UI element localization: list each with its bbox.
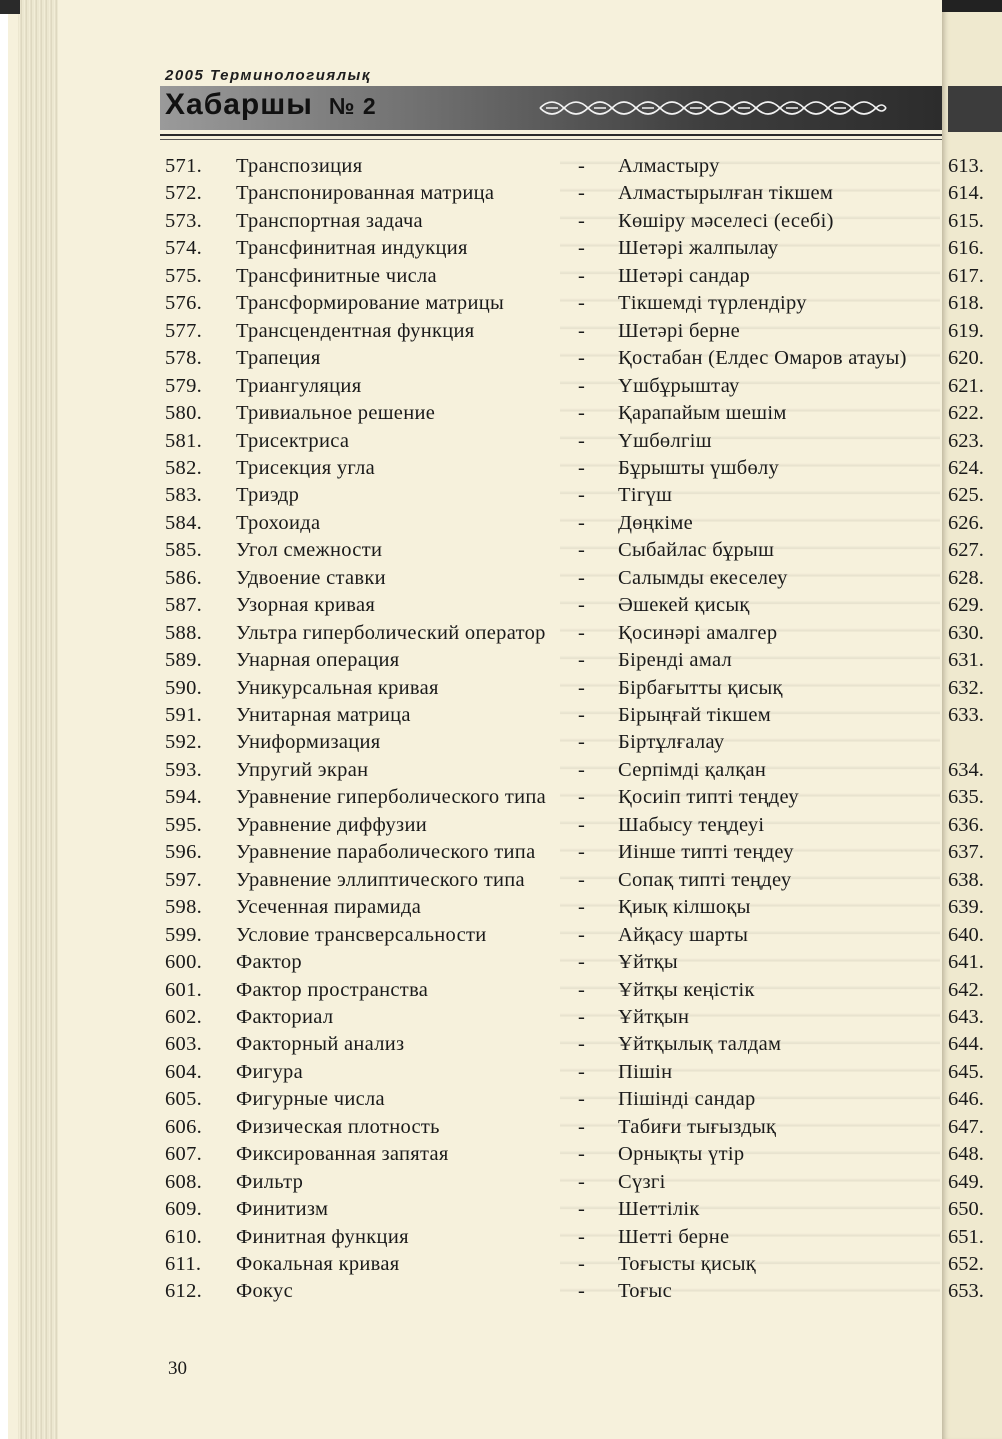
kazakh-term: Пішін (618, 1060, 673, 1083)
term-entry (0, 1280, 940, 1307)
kazakh-term: Шетті берне (618, 1225, 730, 1248)
margin-number: 644. (948, 1033, 984, 1056)
entry-number: 599. (165, 923, 203, 946)
entry-number: 605. (165, 1088, 203, 1111)
term-entry (0, 1033, 940, 1060)
kazakh-term: Ұйтқылық талдам (618, 1033, 782, 1056)
entry-dash: - (578, 264, 586, 287)
kazakh-term: Сүзгі (618, 1170, 666, 1193)
kazakh-term: Серпімді қалқан (618, 758, 767, 781)
entry-dash: - (578, 511, 586, 534)
entry-dash: - (578, 786, 586, 809)
kazakh-term: Қосинәрі амалгер (618, 621, 778, 644)
kazakh-term: Сыбайлас бұрыш (618, 539, 775, 562)
term-entry (0, 869, 940, 896)
margin-number: 650. (948, 1198, 984, 1221)
entry-dash: - (578, 1280, 586, 1303)
term-entry (0, 484, 940, 511)
russian-term: Транспозиция (236, 155, 363, 177)
kazakh-term: Әшекей қисық (618, 594, 750, 617)
entry-dash: - (578, 896, 586, 919)
russian-term: Фигурные числа (236, 1088, 385, 1111)
entry-number: 580. (165, 402, 203, 425)
russian-term: Трохоида (236, 511, 321, 534)
entry-dash: - (578, 649, 586, 672)
entry-dash: - (578, 155, 586, 177)
term-entry (0, 1198, 940, 1225)
entry-number: 582. (165, 456, 203, 479)
entry-number: 610. (165, 1225, 203, 1248)
spine-bar (0, 0, 20, 14)
entry-number: 575. (165, 264, 203, 287)
entry-dash: - (578, 1088, 586, 1111)
term-entry (0, 1253, 940, 1280)
term-entry (0, 649, 940, 676)
entry-number: 600. (165, 951, 203, 974)
term-entry (0, 841, 940, 868)
term-entry (0, 786, 940, 813)
issue-number: № 2 (328, 93, 377, 119)
entry-dash: - (578, 1198, 586, 1221)
entry-number: 577. (165, 319, 203, 342)
header-year-line: 2005 Терминологиялық (165, 67, 371, 84)
entry-dash: - (578, 182, 586, 205)
term-entry (0, 924, 940, 951)
entry-number: 574. (165, 237, 203, 260)
russian-term: Фиксированная запятая (236, 1143, 449, 1166)
russian-term: Узорная кривая (236, 594, 376, 617)
russian-term: Угол смежности (236, 539, 383, 562)
margin-number: 643. (948, 1005, 984, 1028)
kazakh-term: Көшіру мәселесі (есебі) (618, 209, 834, 232)
kazakh-term: Дөңкіме (618, 511, 694, 534)
entry-number: 598. (165, 896, 203, 919)
entry-dash: - (578, 951, 586, 974)
margin-number: 651. (948, 1225, 984, 1248)
ornament-border-icon (538, 94, 888, 122)
russian-term: Транспонированная матрица (236, 182, 495, 205)
kazakh-term: Бірыңғай тікшем (618, 704, 772, 726)
term-entry (0, 1088, 940, 1115)
russian-term: Фильтр (236, 1170, 304, 1193)
journal-title: Хабаршы (165, 88, 313, 121)
entry-dash: - (578, 319, 586, 342)
entry-dash: - (578, 758, 586, 781)
entry-dash: - (578, 237, 586, 260)
russian-term: Усеченная пирамида (236, 896, 422, 919)
entry-number: 586. (165, 566, 203, 589)
term-entry (0, 430, 940, 457)
russian-term: Триэдр (236, 484, 300, 507)
russian-term: Факториал (236, 1005, 334, 1028)
entry-dash: - (578, 621, 586, 644)
entry-number: 609. (165, 1198, 203, 1221)
entry-dash: - (578, 292, 586, 315)
margin-number: 625. (948, 484, 984, 507)
margin-number: 614. (948, 182, 984, 205)
entry-number: 581. (165, 429, 203, 452)
margin-number: 619. (948, 319, 984, 342)
russian-term: Удвоение ставки (236, 566, 386, 589)
russian-term: Трансформирование матрицы (236, 292, 505, 315)
term-entry (0, 182, 940, 209)
kazakh-term: Орнықты үтір (618, 1143, 745, 1166)
entry-dash: - (578, 374, 586, 397)
russian-term: Тривиальное решение (236, 402, 436, 425)
russian-term: Условие трансверсальности (236, 923, 487, 946)
kazakh-term: Тікшемді түрлендіру (618, 292, 807, 315)
entry-dash: - (578, 978, 586, 1001)
kazakh-term: Шетәрі берне (618, 319, 741, 342)
term-entry (0, 814, 940, 841)
entry-dash: - (578, 209, 586, 232)
entry-number: 590. (165, 676, 203, 699)
kazakh-term: Бірбағытты қисық (618, 676, 783, 699)
margin-number: 628. (948, 566, 984, 589)
term-entry (0, 292, 940, 319)
kazakh-term: Сопақ типті теңдеу (618, 868, 792, 891)
entry-dash: - (578, 1115, 586, 1138)
kazakh-term: Үшбұрыштау (618, 374, 740, 397)
margin-number: 627. (948, 539, 984, 562)
russian-term: Уравнение диффузии (236, 813, 428, 836)
russian-term: Униформизация (236, 731, 381, 754)
entry-number: 592. (165, 731, 203, 754)
margin-number: 640. (948, 923, 984, 946)
kazakh-term: Біртұлғалау (618, 731, 725, 754)
kazakh-term: Ұйтқы кеңістік (618, 978, 755, 1001)
margin-number: 632. (948, 676, 984, 699)
term-entry (0, 1226, 940, 1253)
entry-dash: - (578, 1253, 586, 1275)
russian-term: Фигура (236, 1060, 303, 1083)
kazakh-term: Иінше типті теңдеу (618, 841, 794, 864)
term-entry (0, 347, 940, 374)
kazakh-term: Тігүш (618, 484, 673, 507)
margin-number: 620. (948, 347, 984, 370)
margin-number: 634. (948, 758, 984, 781)
entry-number: 595. (165, 813, 203, 836)
margin-number: 617. (948, 264, 984, 287)
kazakh-term: Пішінді сандар (618, 1088, 756, 1111)
entry-number: 597. (165, 868, 203, 891)
kazakh-term: Қарапайым шешім (618, 402, 787, 425)
margin-number: 646. (948, 1088, 984, 1111)
term-entry (0, 210, 940, 237)
kazakh-term: Бұрышты үшбөлу (618, 456, 780, 479)
entry-dash: - (578, 1225, 586, 1248)
entry-dash: - (578, 731, 586, 754)
term-entry (0, 1116, 940, 1143)
entry-number: 604. (165, 1060, 203, 1083)
margin-number: 649. (948, 1170, 984, 1193)
entry-dash: - (578, 429, 586, 452)
kazakh-term: Қиық кілшоқы (618, 896, 751, 919)
entry-number: 583. (165, 484, 203, 507)
entry-number: 588. (165, 621, 203, 644)
russian-term: Факторный анализ (236, 1033, 405, 1056)
russian-term: Трансфинитные числа (236, 264, 437, 287)
entry-number: 572. (165, 182, 203, 205)
term-entry (0, 1061, 940, 1088)
russian-term: Уравнение параболического типа (236, 841, 536, 864)
entry-number: 601. (165, 978, 203, 1001)
margin-number: 626. (948, 511, 984, 534)
margin-number: 648. (948, 1143, 984, 1166)
entry-number: 612. (165, 1280, 203, 1303)
russian-term: Трапеция (236, 347, 321, 370)
kazakh-term: Алмастыру (618, 155, 720, 177)
term-entry (0, 1006, 940, 1033)
entry-dash: - (578, 402, 586, 425)
entry-dash: - (578, 594, 586, 617)
russian-term: Финитная функция (236, 1225, 409, 1248)
term-entry (0, 951, 940, 978)
margin-number: 622. (948, 402, 984, 425)
kazakh-term: Салымды екеселеу (618, 566, 788, 589)
margin-number: 616. (948, 237, 984, 260)
margin-number: 652. (948, 1253, 984, 1275)
margin-number: 618. (948, 292, 984, 315)
kazakh-term: Тоғыс (618, 1280, 673, 1303)
russian-term: Финитизм (236, 1198, 329, 1221)
term-entry (0, 677, 940, 704)
entry-number: 603. (165, 1033, 203, 1056)
russian-term: Трисекция угла (236, 456, 376, 479)
entry-dash: - (578, 566, 586, 589)
entry-number: 611. (165, 1253, 202, 1275)
entry-number: 584. (165, 511, 203, 534)
kazakh-term: Тоғысты қисық (618, 1253, 757, 1275)
header-rule-thin (160, 139, 942, 140)
russian-term: Унарная операция (236, 649, 400, 672)
entry-dash: - (578, 1060, 586, 1083)
entry-number: 589. (165, 649, 203, 672)
margin-number: 631. (948, 649, 984, 672)
entry-number: 591. (165, 704, 203, 726)
term-entry (0, 512, 940, 539)
kazakh-term: Ұйтқын (618, 1005, 690, 1028)
term-entry (0, 979, 940, 1006)
margin-number: 621. (948, 374, 984, 397)
entry-number: 606. (165, 1115, 203, 1138)
kazakh-term: Айқасу шарты (618, 923, 749, 946)
margin-number: 638. (948, 868, 984, 891)
entry-dash: - (578, 676, 586, 699)
russian-term: Трисектриса (236, 429, 350, 452)
russian-term: Унитарная матрица (236, 704, 411, 726)
term-entry (0, 622, 940, 649)
kazakh-term: Табиғи тығыздық (618, 1115, 777, 1138)
russian-term: Упругий экран (236, 758, 369, 781)
entry-number: 571. (165, 155, 203, 177)
kazakh-term: Ұйтқы (618, 951, 678, 974)
entry-number: 585. (165, 539, 203, 562)
page-number: 30 (168, 1358, 187, 1379)
entry-number: 602. (165, 1005, 203, 1028)
margin-number: 630. (948, 621, 984, 644)
russian-term: Уравнение гиперболического типа (236, 786, 547, 809)
margin-number: 635. (948, 786, 984, 809)
kazakh-term: Алмастырылған тікшем (618, 182, 834, 205)
kazakh-term: Шеттілік (618, 1198, 700, 1221)
russian-term: Транспортная задача (236, 209, 423, 232)
russian-term: Ультра гиперболический оператор (236, 621, 546, 644)
entry-number: 579. (165, 374, 203, 397)
term-entry (0, 402, 940, 429)
margin-number: 637. (948, 841, 984, 864)
russian-term: Фокальная кривая (236, 1253, 400, 1275)
term-entry (0, 155, 940, 182)
kazakh-term: Шабысу теңдеуі (618, 813, 765, 836)
russian-term: Фокус (236, 1280, 293, 1303)
kazakh-term: Шетәрі сандар (618, 264, 751, 287)
russian-term: Уникурсальная кривая (236, 676, 439, 699)
margin-number: 642. (948, 978, 984, 1001)
entry-dash: - (578, 813, 586, 836)
entry-number: 593. (165, 758, 203, 781)
kazakh-term: Қосиіп типті теңдеу (618, 786, 799, 809)
entry-dash: - (578, 347, 586, 370)
entry-dash: - (578, 841, 586, 864)
margin-number: 613. (948, 155, 984, 177)
header-rule (160, 134, 942, 136)
entry-dash: - (578, 1005, 586, 1028)
term-entry (0, 567, 940, 594)
russian-term: Фактор (236, 951, 302, 974)
entry-number: 573. (165, 209, 203, 232)
russian-term: Уравнение эллиптического типа (236, 868, 525, 891)
entry-dash: - (578, 1170, 586, 1193)
next-page-header-band (948, 86, 1002, 132)
margin-number: 647. (948, 1115, 984, 1138)
term-entry (0, 265, 940, 292)
margin-number: 653. (948, 1280, 984, 1303)
kazakh-term: Шетәрі жалпылау (618, 237, 779, 260)
entry-number: 607. (165, 1143, 203, 1166)
margin-number: 641. (948, 951, 984, 974)
margin-number: 633. (948, 704, 984, 726)
entry-number: 578. (165, 347, 203, 370)
term-entry (0, 539, 940, 566)
margin-number: 645. (948, 1060, 984, 1083)
term-entry (0, 237, 940, 264)
entry-dash: - (578, 539, 586, 562)
entry-dash: - (578, 1143, 586, 1166)
russian-term: Трансфинитная индукция (236, 237, 468, 260)
entry-dash: - (578, 456, 586, 479)
entry-number: 608. (165, 1170, 203, 1193)
margin-number: 636. (948, 813, 984, 836)
term-entry (0, 1171, 940, 1198)
margin-number: 639. (948, 896, 984, 919)
term-entry (0, 1143, 940, 1170)
margin-number: 629. (948, 594, 984, 617)
kazakh-term: Біренді амал (618, 649, 733, 672)
term-entry (0, 731, 940, 758)
term-entry (0, 320, 940, 347)
term-entry (0, 896, 940, 923)
entry-dash: - (578, 923, 586, 946)
term-entry (0, 457, 940, 484)
term-entry (0, 759, 940, 786)
margin-number: 623. (948, 429, 984, 452)
entry-number: 596. (165, 841, 203, 864)
kazakh-term: Қостабан (Елдес Омаров атауы) (618, 347, 907, 370)
entry-number: 576. (165, 292, 203, 315)
russian-term: Фактор пространства (236, 978, 429, 1001)
margin-number: 624. (948, 456, 984, 479)
entry-dash: - (578, 484, 586, 507)
entry-number: 587. (165, 594, 203, 617)
term-entry (0, 375, 940, 402)
term-entry (0, 704, 940, 731)
kazakh-term: Үшбөлгіш (618, 429, 712, 452)
entry-dash: - (578, 868, 586, 891)
russian-term: Физическая плотность (236, 1115, 440, 1138)
entry-dash: - (578, 1033, 586, 1056)
entry-number: 594. (165, 786, 203, 809)
term-entry (0, 594, 940, 621)
russian-term: Триангуляция (236, 374, 362, 397)
entry-dash: - (578, 704, 586, 726)
russian-term: Трансцендентная функция (236, 319, 475, 342)
header-title (165, 88, 377, 122)
margin-number: 615. (948, 209, 984, 232)
next-page-dark-top (942, 0, 1002, 12)
